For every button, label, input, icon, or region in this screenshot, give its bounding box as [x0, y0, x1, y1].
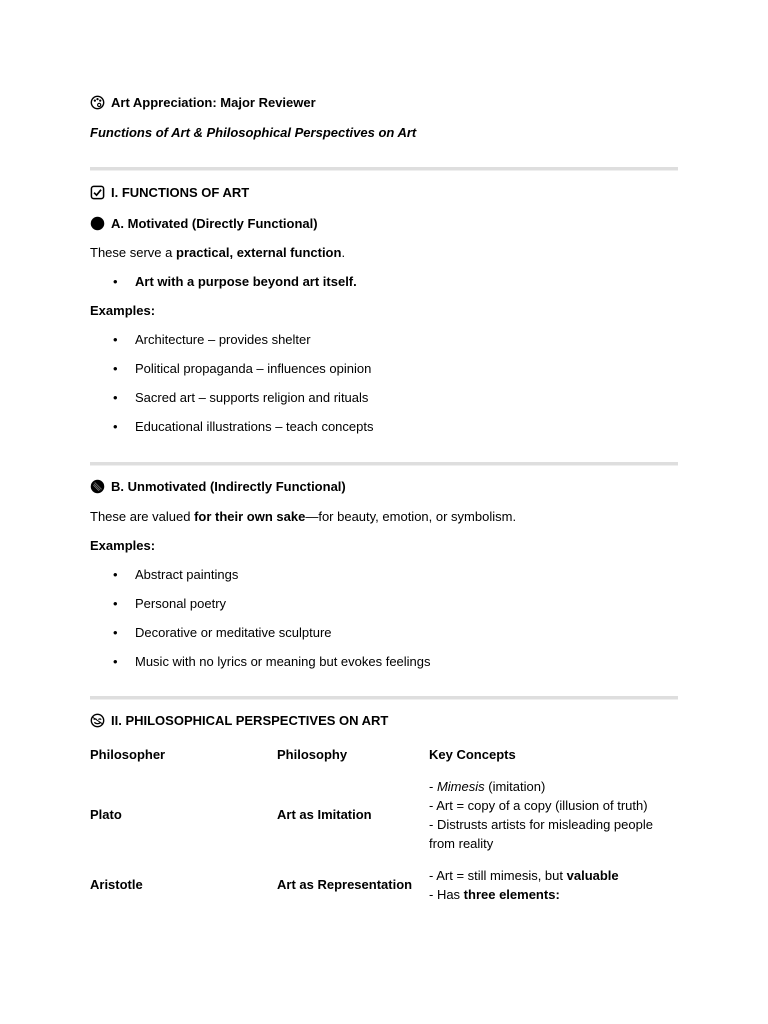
concept-suffix: : [555, 887, 560, 902]
striped-circle-icon [90, 479, 105, 494]
list-item [113, 360, 371, 378]
list-item [113, 389, 368, 407]
palette-icon [90, 95, 105, 110]
list-item [113, 273, 357, 291]
subsection-b-intro [90, 508, 516, 526]
intro-text-end: —for beauty, emotion, or symbolism. [305, 509, 517, 524]
divider [90, 167, 678, 171]
concept-emphasis: valuable [566, 868, 619, 883]
list-item-text: Political propaganda – influences opinion [135, 361, 372, 376]
list-item [113, 418, 373, 436]
list-item [113, 566, 238, 584]
black-circle-icon [90, 216, 105, 231]
concept-line [429, 885, 679, 904]
intro-text: These serve a [90, 245, 176, 260]
list-item-text: Architecture – provides shelter [135, 332, 311, 347]
intro-text: These are valued [90, 509, 195, 524]
intro-emphasis: for their own sake [194, 509, 306, 524]
table-cell-key-concepts [429, 777, 679, 853]
section-1-heading [90, 184, 249, 202]
subsection-a-heading-text: A. Motivated (Directly Functional) [111, 216, 318, 231]
section-2-heading [90, 712, 388, 730]
concept-line: - Art = copy of a copy (illusion of truth) [429, 798, 648, 813]
examples-label: Examples: [90, 303, 156, 318]
concept-line [429, 866, 679, 885]
section-2-heading-text: II. PHILOSOPHICAL PERSPECTIVES ON ART [111, 713, 389, 728]
document-title-line [90, 94, 316, 112]
table-header-philosopher: Philosopher [90, 747, 166, 762]
list-item [113, 331, 311, 349]
concept-prefix: - [429, 779, 437, 794]
list-item-text: Music with no lyrics or meaning but evokes feelings [135, 654, 431, 669]
divider [90, 462, 678, 466]
subsection-a-intro [90, 244, 345, 262]
list-item-text: Sacred art – supports religion and rituals [135, 390, 369, 405]
list-item [113, 653, 431, 671]
table-cell-philosophy: Art as Representation [277, 877, 413, 892]
document-subtitle-text: Functions of Art & Philosophical Perspectives on Art [90, 125, 417, 140]
document-title: Art Appreciation: Major Reviewer [111, 95, 316, 110]
concept-prefix: - Has [429, 887, 464, 902]
section-1-heading-text: I. FUNCTIONS OF ART [111, 185, 250, 200]
concept-line [429, 777, 679, 796]
concept-line: - Distrusts artists for misleading people from reality [429, 817, 653, 851]
document-subtitle [90, 124, 416, 142]
list-item-text: Abstract paintings [135, 567, 239, 582]
list-item-text: Personal poetry [135, 596, 227, 611]
mask-icon [90, 713, 105, 728]
table-cell-philosophy: Art as Imitation [277, 807, 372, 822]
intro-text-end: . [341, 245, 346, 260]
intro-emphasis: practical, external function [176, 245, 342, 260]
table-cell-philosopher: Plato [90, 807, 122, 822]
list-item-text: Decorative or meditative sculpture [135, 625, 332, 640]
subsection-a-heading [90, 215, 318, 233]
list-item-text: Art with a purpose beyond art itself. [135, 274, 357, 289]
concept-suffix: (imitation) [484, 779, 546, 794]
examples-label: Examples: [90, 538, 156, 553]
table-cell-philosopher: Aristotle [90, 877, 143, 892]
list-item-text: Educational illustrations – teach concepts [135, 419, 374, 434]
concept-prefix: - Art = still mimesis, but [429, 868, 567, 883]
concept-emphasis: three elements [463, 887, 556, 902]
table-header-philosophy: Philosophy [277, 747, 348, 762]
subsection-b-heading [90, 478, 346, 496]
table-cell-key-concepts [429, 866, 679, 904]
list-item [113, 595, 226, 613]
list-item [113, 624, 332, 642]
divider [90, 696, 678, 700]
checkbox-icon [90, 185, 105, 200]
subsection-b-heading-text: B. Unmotivated (Indirectly Functional) [111, 479, 346, 494]
concept-term: Mimesis [436, 779, 485, 794]
table-header-key-concepts: Key Concepts [429, 747, 516, 762]
